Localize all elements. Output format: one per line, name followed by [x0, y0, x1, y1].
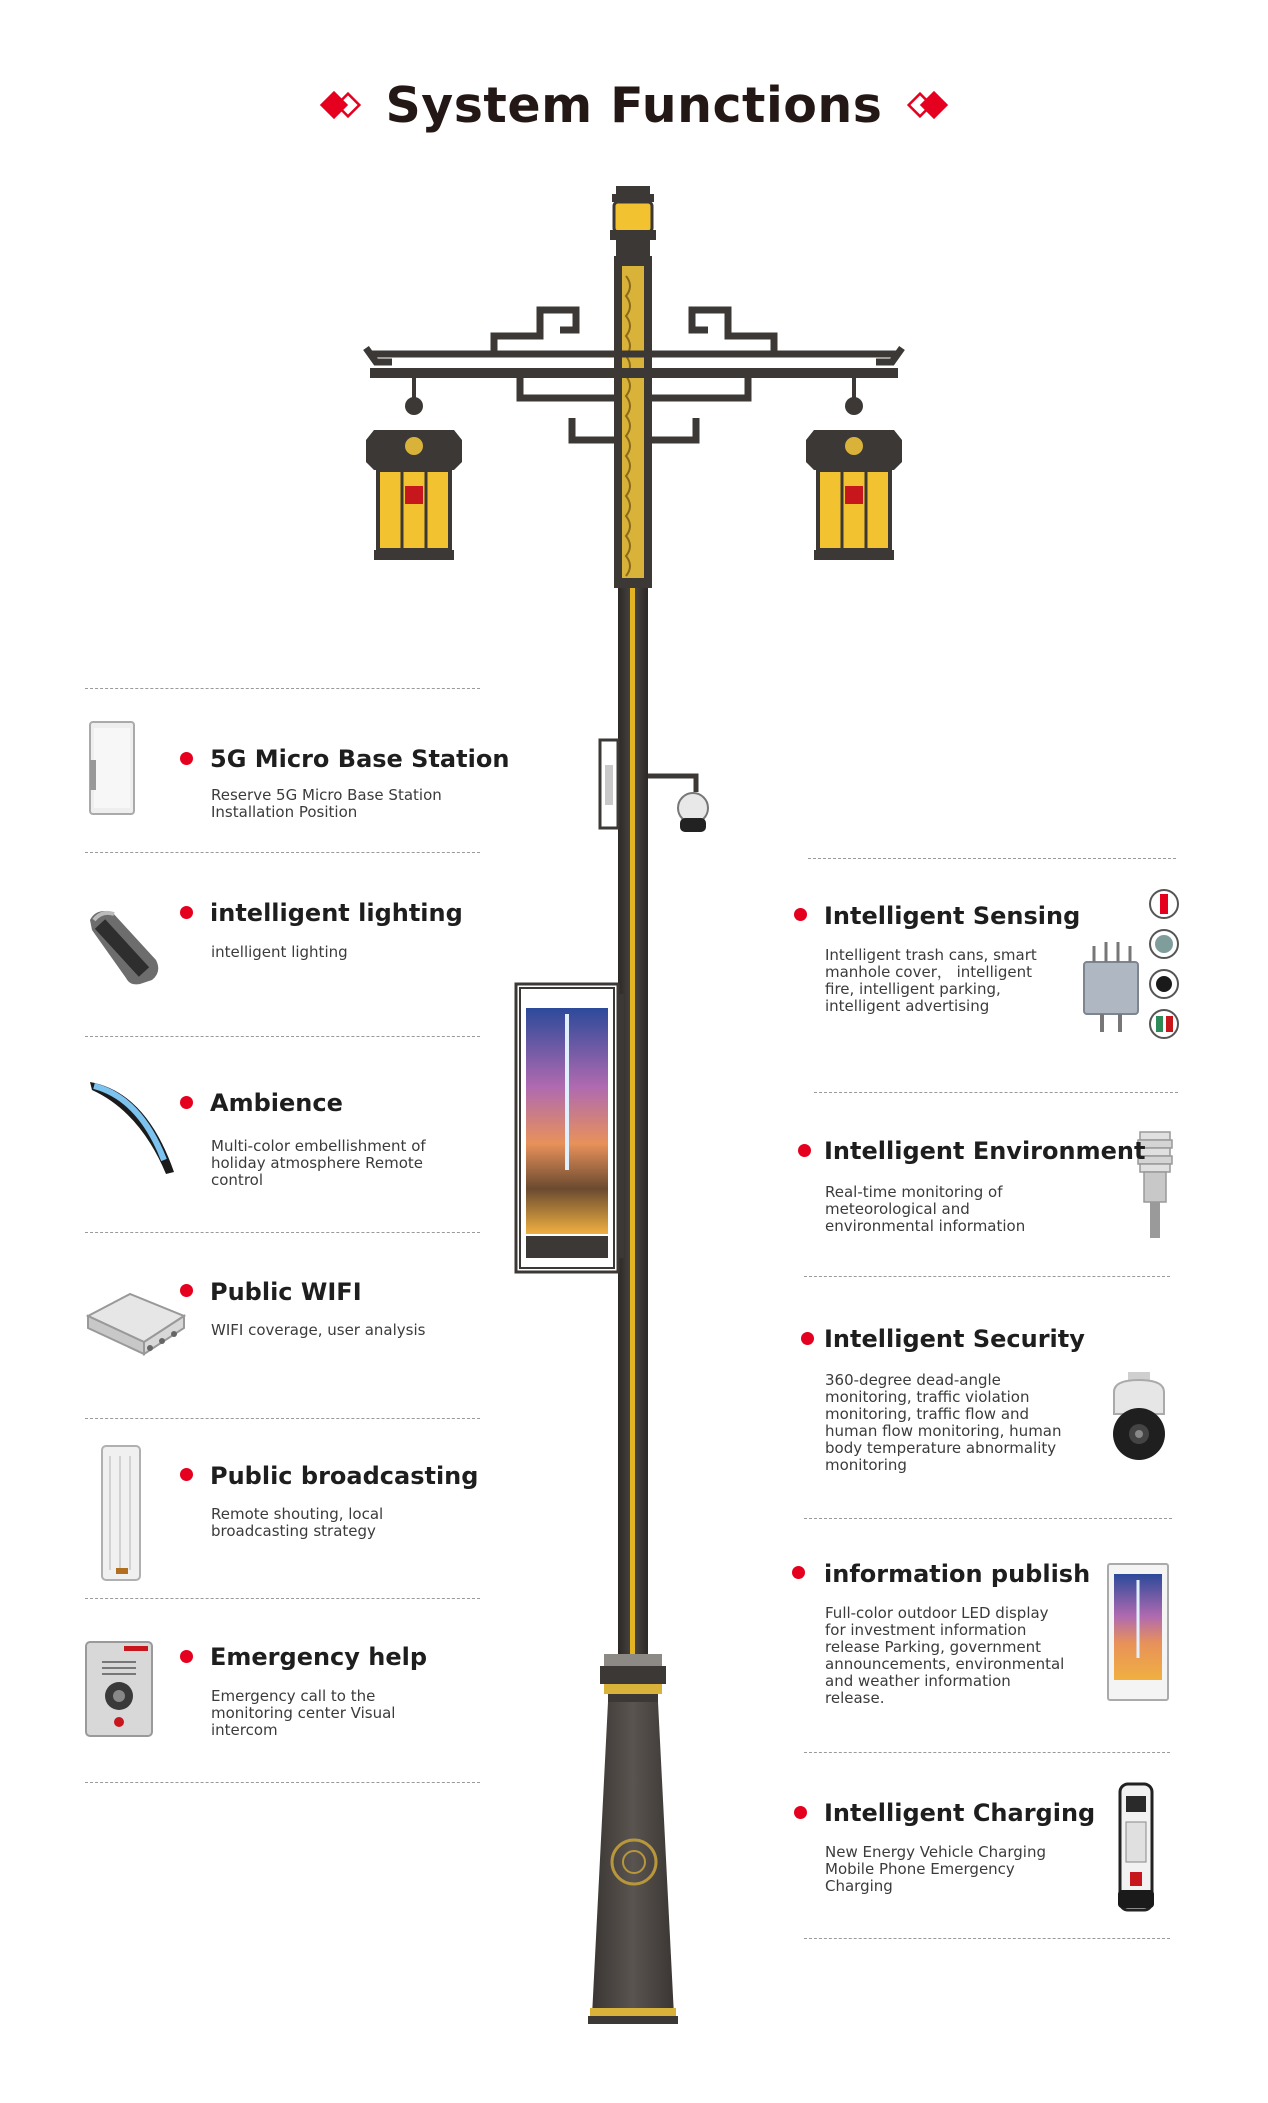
pole-camera	[600, 740, 708, 832]
base-station-icon	[86, 720, 140, 816]
divider	[85, 1418, 480, 1419]
divider	[804, 1938, 1170, 1939]
feature-description: Intelligent trash cans, smart manhole cover， intelligent fire, intelligent parking, intelligent advertising	[825, 946, 1037, 1015]
divider	[85, 1232, 480, 1233]
divider	[85, 1598, 480, 1599]
feature-description: Reserve 5G Micro Base Station Installation Position	[211, 786, 442, 821]
feature-description: Emergency call to the monitoring center Visual intercom	[211, 1687, 396, 1739]
feature-title: information publish	[824, 1560, 1091, 1588]
right-lantern	[806, 372, 902, 560]
feature-description: 360-degree dead-angle monitoring, traffic violation monitoring, traffic flow and human flow monitoring, human body temperature abnormality monitoring	[825, 1371, 1062, 1474]
charging-pile-icon	[1116, 1782, 1156, 1912]
feature-title: 5G Micro Base Station	[210, 745, 510, 773]
bullet-dot	[180, 906, 193, 919]
intercom-icon	[84, 1640, 156, 1740]
pole-base	[588, 1654, 678, 2024]
left-lantern	[366, 372, 462, 560]
bullet-dot	[180, 1468, 193, 1481]
bullet-dot	[801, 1332, 814, 1345]
feature-description: Real-time monitoring of meteorological and environmental information	[825, 1183, 1026, 1235]
bullet-dot	[798, 1144, 811, 1157]
feature-title: Intelligent Security	[824, 1325, 1085, 1353]
page-title: System Functions	[385, 76, 883, 134]
bullet-dot	[180, 1284, 193, 1297]
divider	[804, 1276, 1170, 1277]
feature-title: Intelligent Environment	[824, 1137, 1146, 1165]
pole-gold-stripe	[630, 588, 635, 1654]
upper-column-gold-inlay	[622, 266, 644, 578]
feature-title: Public WIFI	[210, 1278, 362, 1306]
bullet-dot	[794, 908, 807, 921]
feature-description: New Energy Vehicle Charging Mobile Phone Emergency Charging	[825, 1843, 1046, 1895]
divider	[804, 1752, 1170, 1753]
divider	[804, 1518, 1172, 1519]
divider	[85, 852, 480, 853]
ambience-light-icon	[86, 1078, 182, 1176]
pole-led-display	[516, 984, 624, 1272]
feature-title: Intelligent Sensing	[824, 902, 1081, 930]
divider	[814, 1092, 1178, 1093]
led-display-icon	[1106, 1562, 1170, 1702]
divider	[85, 1036, 480, 1037]
speaker-column-icon	[96, 1444, 148, 1584]
street-lamp-icon	[86, 906, 166, 988]
divider	[85, 1782, 480, 1783]
bullet-dot	[794, 1806, 807, 1819]
feature-title: Public broadcasting	[210, 1462, 479, 1490]
divider	[808, 858, 1176, 859]
feature-description: Multi-color embellishment of holiday atmosphere Remote control	[211, 1137, 426, 1189]
sensor-gateway-icon	[1080, 886, 1184, 1046]
feature-title: Emergency help	[210, 1643, 428, 1671]
bullet-dot	[180, 1650, 193, 1663]
feature-title: Ambience	[210, 1089, 343, 1117]
feature-description: WIFI coverage, user analysis	[211, 1321, 426, 1339]
bullet-dot	[792, 1566, 805, 1579]
feature-description: Remote shouting, local broadcasting strategy	[211, 1505, 384, 1540]
feature-description: Full-color outdoor LED display for investment information release Parking, government announcements, environmental and weather information release.	[825, 1604, 1065, 1707]
wifi-router-icon	[84, 1286, 188, 1356]
pole-finial	[610, 186, 656, 256]
bullet-dot	[180, 1096, 193, 1109]
feature-title: Intelligent Charging	[824, 1799, 1096, 1827]
feature-title: intelligent lighting	[210, 899, 463, 927]
dome-camera-icon	[1108, 1370, 1170, 1464]
divider	[85, 688, 480, 689]
feature-description: intelligent lighting	[211, 943, 348, 961]
bullet-dot	[180, 752, 193, 765]
